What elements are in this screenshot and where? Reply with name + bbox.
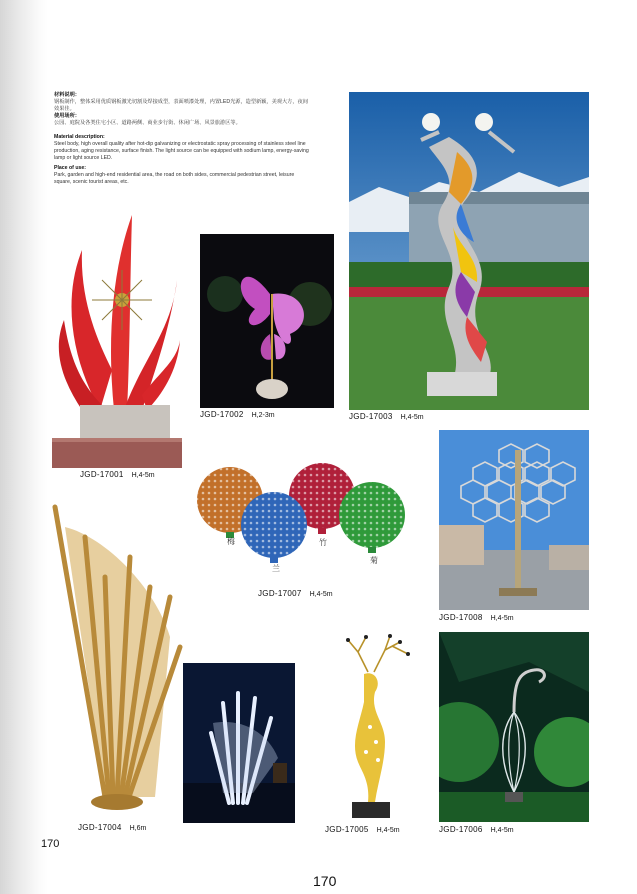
product-height: H,4-5m: [131, 472, 155, 479]
cn-material-text: 钢板制作，整体采用优质钢板激光切割及焊接成型，表面喷漆处理，内置LED光源，造型新颖，美观大方，夜间效果佳。: [54, 99, 308, 112]
product-image-17003: [349, 92, 589, 410]
product-image-17008: [439, 430, 589, 610]
en-material-text: Steel body, high overall quality after hot-dip galvanizing or electrostatic spray processing of stainless steel line production, aging resistance, surface finish. The light source can be equipped with sodium lamp, energy-saving lamp or light source LED.: [54, 141, 309, 161]
caption-17007: [258, 589, 333, 598]
product-image-17005: [330, 632, 415, 822]
en-usage-text: Park, garden and high-end residential area, the road on both sides, commercial pedestrian street, leisure square, scenic tourist areas, etc.: [54, 172, 295, 185]
material-description: [54, 92, 309, 186]
sphere-label-orchid: 兰: [272, 564, 280, 573]
caption-17008: [439, 613, 514, 622]
product-height: H,6m: [129, 825, 147, 832]
en-material-heading: Material description:: [54, 134, 105, 140]
product-model: JGD-17008: [439, 613, 483, 622]
product-model: JGD-17007: [258, 589, 302, 598]
sphere-label-bamboo: 竹: [319, 538, 327, 547]
caption-17006: [439, 825, 514, 834]
page-number-side: 170: [41, 838, 60, 850]
caption-17001: [80, 470, 155, 479]
product-model: JGD-17006: [439, 825, 483, 834]
product-image-17004: [45, 497, 185, 819]
product-model: JGD-17002: [200, 410, 244, 419]
product-model: JGD-17004: [78, 823, 122, 832]
caption-17004: [78, 823, 146, 832]
product-model: JGD-17005: [325, 825, 369, 834]
product-image-17001: [52, 210, 182, 468]
sphere-label-chrysanthemum: 菊: [370, 556, 378, 565]
product-image-17007: [194, 460, 414, 585]
sphere-label-plum: 梅: [227, 537, 235, 546]
product-image-17002: [200, 234, 334, 408]
product-height: H,4-5m: [400, 414, 424, 421]
cn-usage-heading: 使用场所：: [54, 113, 80, 119]
cn-material-heading: 材料说明：: [54, 92, 80, 98]
caption-17003: [349, 412, 424, 421]
product-image-17004-night: [183, 663, 295, 823]
cn-usage-text: 公园、庭院及各类住宅小区、道路两侧、商业步行街、休闲广场、风景旅游区等。: [54, 120, 241, 126]
page-number-bottom: 170: [313, 873, 337, 889]
caption-17005: [325, 825, 400, 834]
product-model: JGD-17003: [349, 412, 393, 421]
product-height: H,4-5m: [490, 827, 514, 834]
product-height: H,4-5m: [490, 615, 514, 622]
en-usage-heading: Place of use:: [54, 165, 87, 171]
book-spine-shadow: [0, 0, 48, 894]
product-model: JGD-17001: [80, 470, 124, 479]
product-height: H,4-5m: [309, 591, 333, 598]
product-height: H,4-5m: [376, 827, 400, 834]
product-image-17006: [439, 632, 589, 822]
caption-17002: [200, 410, 275, 419]
product-height: H,2-3m: [251, 412, 275, 419]
